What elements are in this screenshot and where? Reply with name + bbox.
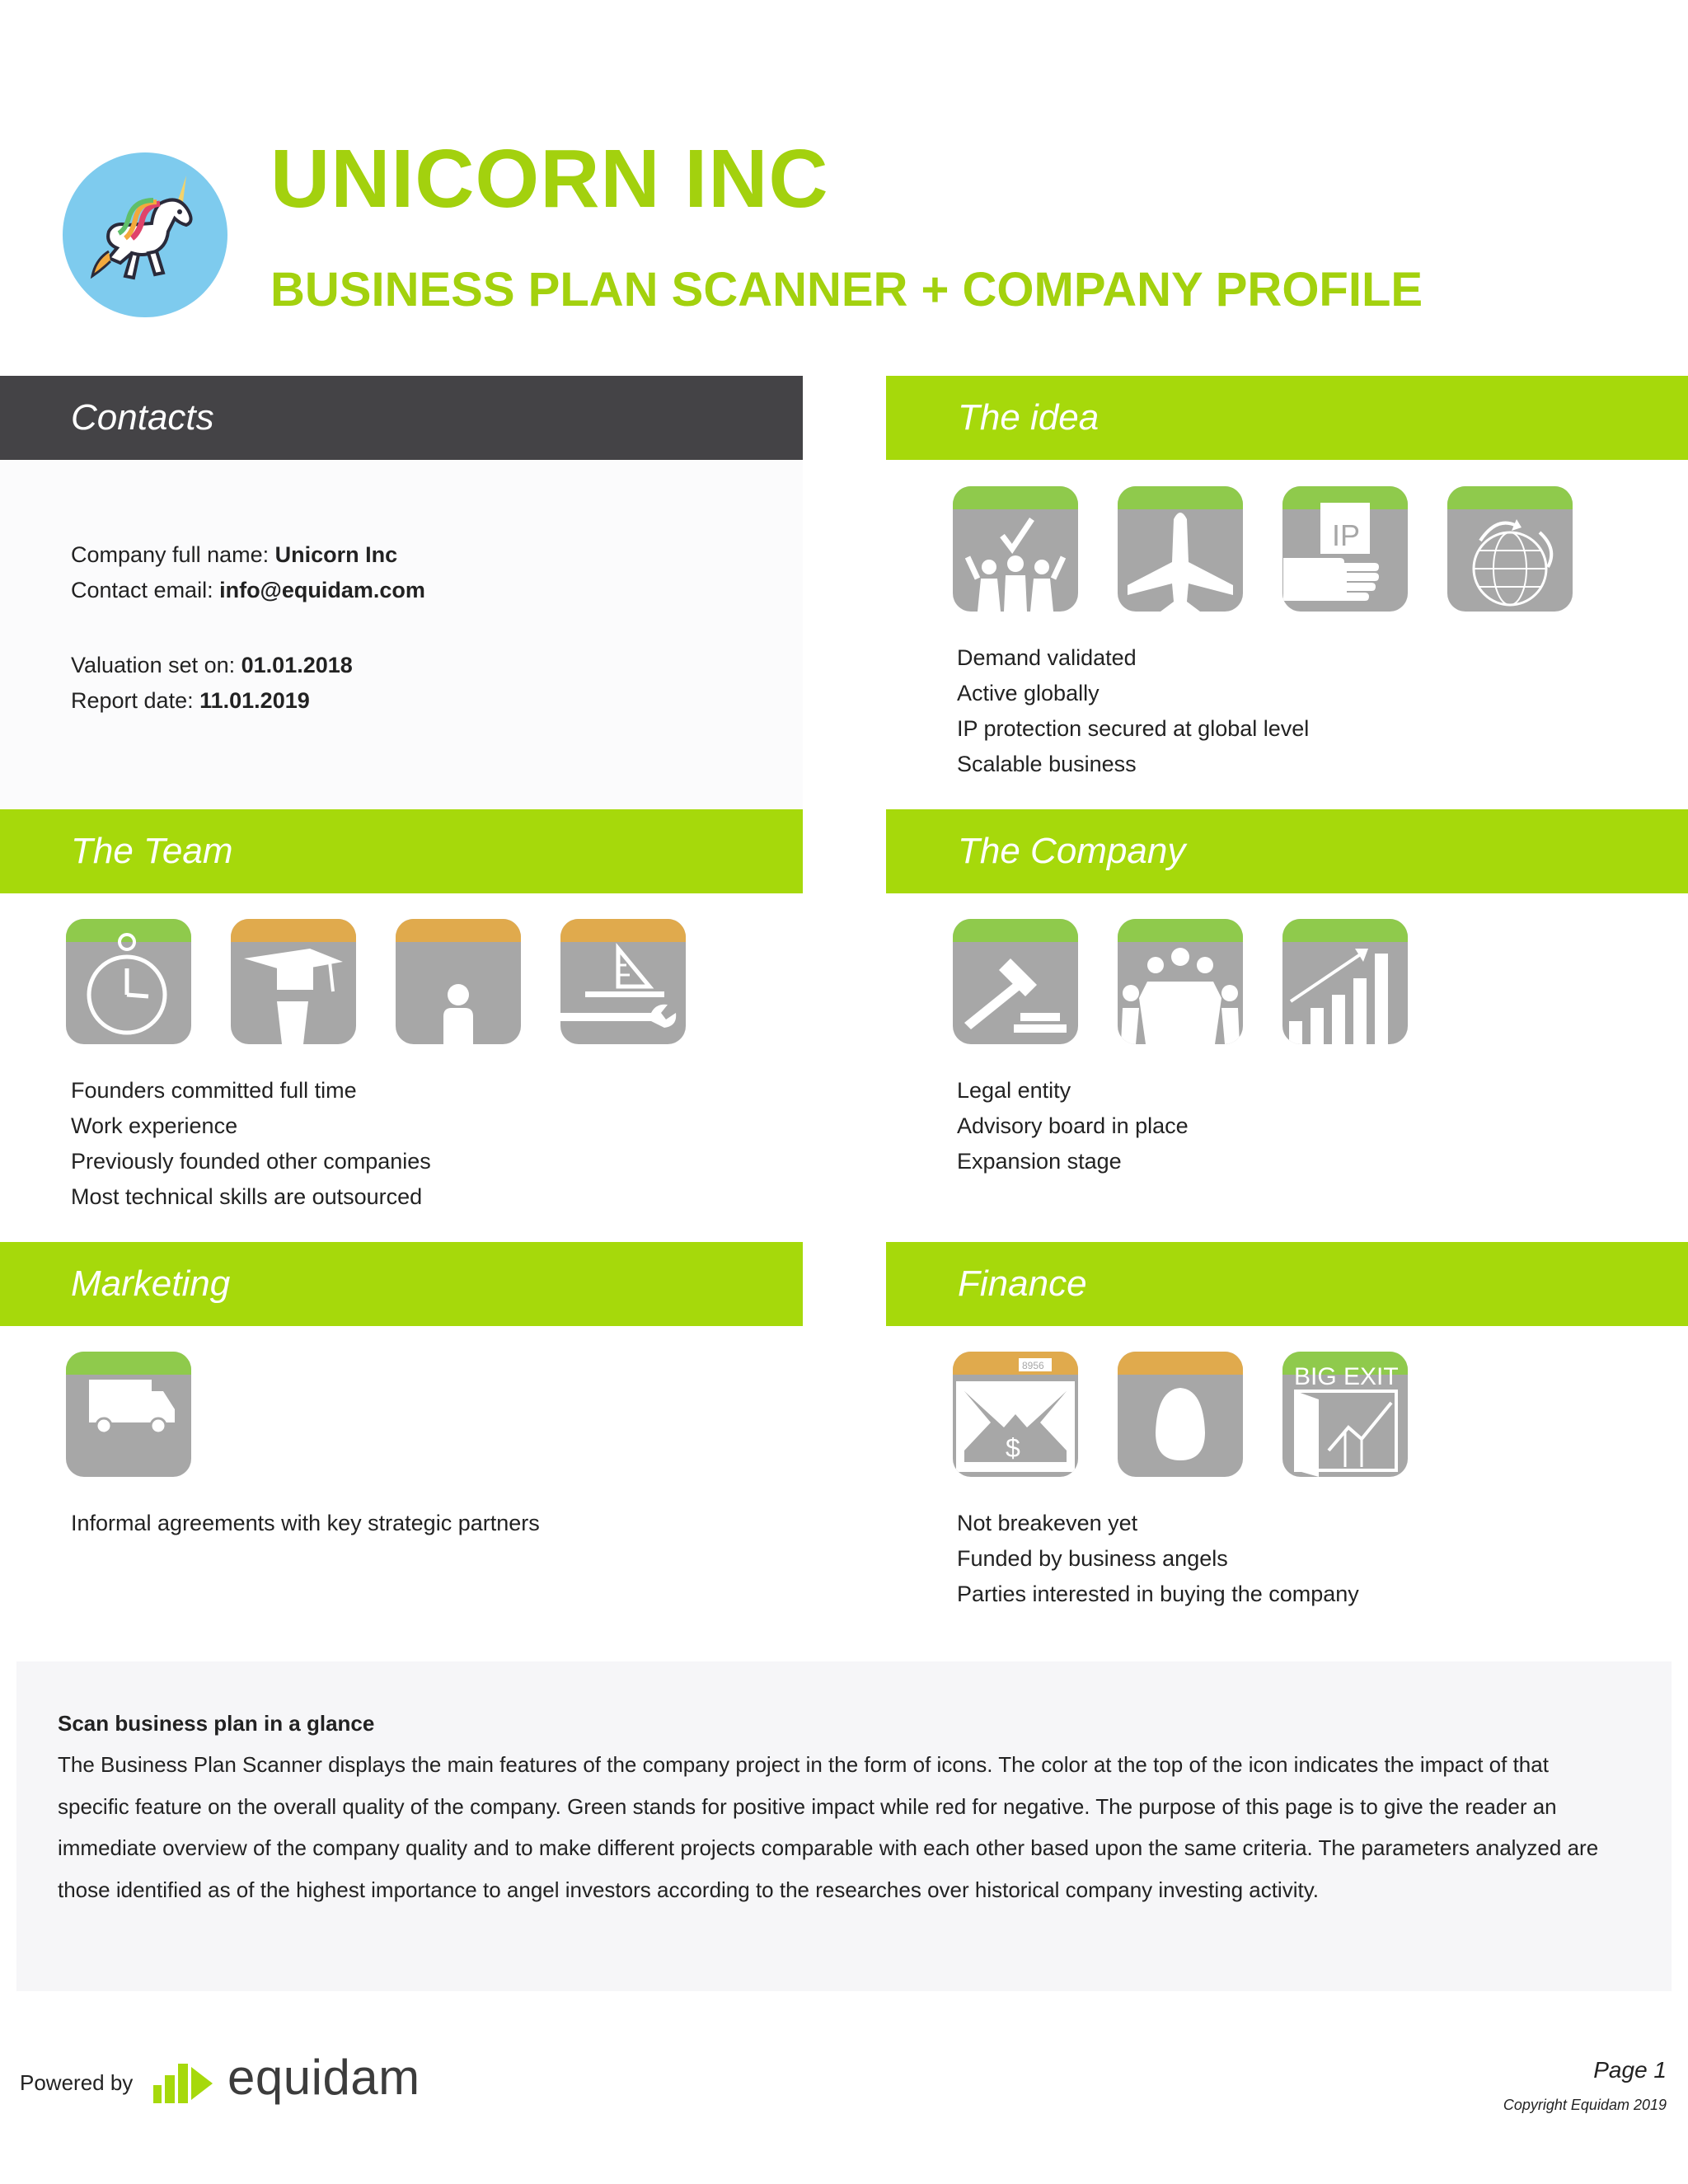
ip-hand-icon xyxy=(1282,486,1408,612)
contacts-panel xyxy=(0,460,803,809)
scan-description: The Business Plan Scanner displays the main features of the company project in the form of icons. The color at the top of the icon indicates the impact of that specific feature on the overall quality of the company. Green stands for positive impact while red for negative. The purpose of this page is to give the reader an immediate overview of the company quality and to make different projects comparable with each other based upon the same criteria. The parameters analyzed are those identified as of the highest importance to angel investors according to the researches over historical company investing activity. xyxy=(58,1752,1599,1902)
idea-item: Scalable business xyxy=(957,752,1137,776)
powered-by-label: Powered by xyxy=(20,2070,134,2095)
finance-item: Funded by business angels xyxy=(957,1546,1228,1571)
unicorn-icon xyxy=(63,152,227,317)
contacts-header: Contacts xyxy=(0,376,803,460)
team-header: The Team xyxy=(0,809,803,893)
airplane-icon xyxy=(1118,486,1243,612)
cash-register-icon xyxy=(953,1352,1078,1477)
svg-text:BIG EXIT: BIG EXIT xyxy=(1294,1363,1399,1390)
contact-email: Contact email: info@equidam.com xyxy=(71,578,425,602)
board-meeting-icon xyxy=(1118,919,1243,1044)
company-item: Legal entity xyxy=(957,1078,1071,1103)
idea-item: IP protection secured at global level xyxy=(957,716,1310,741)
demand-validated-icon xyxy=(953,486,1078,612)
graduate-icon xyxy=(231,919,356,1044)
svg-text:$: $ xyxy=(1006,1433,1020,1463)
growth-chart-icon xyxy=(1282,919,1408,1044)
finance-header: Finance xyxy=(886,1242,1688,1326)
idea-header: The idea xyxy=(886,376,1688,460)
stopwatch-icon xyxy=(66,919,191,1044)
equidam-logo-icon xyxy=(150,2052,216,2110)
company-header: The Company xyxy=(886,809,1688,893)
team-item: Work experience xyxy=(71,1113,238,1138)
team-item: Founders committed full time xyxy=(71,1078,357,1103)
company-full-name: Company full name: Unicorn Inc xyxy=(71,542,398,567)
svg-text:8956: 8956 xyxy=(1022,1360,1044,1371)
report-date: Report date: 11.01.2019 xyxy=(71,688,310,713)
team-item: Most technical skills are outsourced xyxy=(71,1184,423,1209)
person-icon xyxy=(396,919,521,1044)
idea-item: Demand validated xyxy=(957,645,1137,670)
idea-item: Active globally xyxy=(957,681,1100,705)
company-item: Expansion stage xyxy=(957,1149,1122,1174)
company-name: UNICORN INC xyxy=(270,133,829,225)
equidam-brand-name: equidam xyxy=(227,2050,420,2105)
company-item: Advisory board in place xyxy=(957,1113,1189,1138)
team-item: Previously founded other companies xyxy=(71,1149,431,1174)
copyright: Copyright Equidam 2019 xyxy=(1503,2097,1667,2113)
finance-item: Parties interested in buying the company xyxy=(957,1582,1359,1606)
marketing-header: Marketing xyxy=(0,1242,803,1326)
report-subtitle: BUSINESS PLAN SCANNER + COMPANY PROFILE xyxy=(270,263,1423,316)
finance-item: Not breakeven yet xyxy=(957,1511,1138,1535)
page-number: Page 1 xyxy=(1593,2057,1667,2083)
globe-icon xyxy=(1447,486,1573,612)
svg-text:IP: IP xyxy=(1332,518,1361,552)
big-exit-icon xyxy=(1282,1352,1408,1477)
delivery-truck-icon xyxy=(66,1352,191,1477)
marketing-item: Informal agreements with key strategic partners xyxy=(71,1511,540,1535)
valuation-date: Valuation set on: 01.01.2018 xyxy=(71,653,353,677)
company-logo xyxy=(63,152,227,317)
egg-icon xyxy=(1118,1352,1243,1477)
gavel-icon xyxy=(953,919,1078,1044)
scan-title: Scan business plan in a glance xyxy=(58,1711,375,1736)
tools-icon xyxy=(560,919,686,1044)
